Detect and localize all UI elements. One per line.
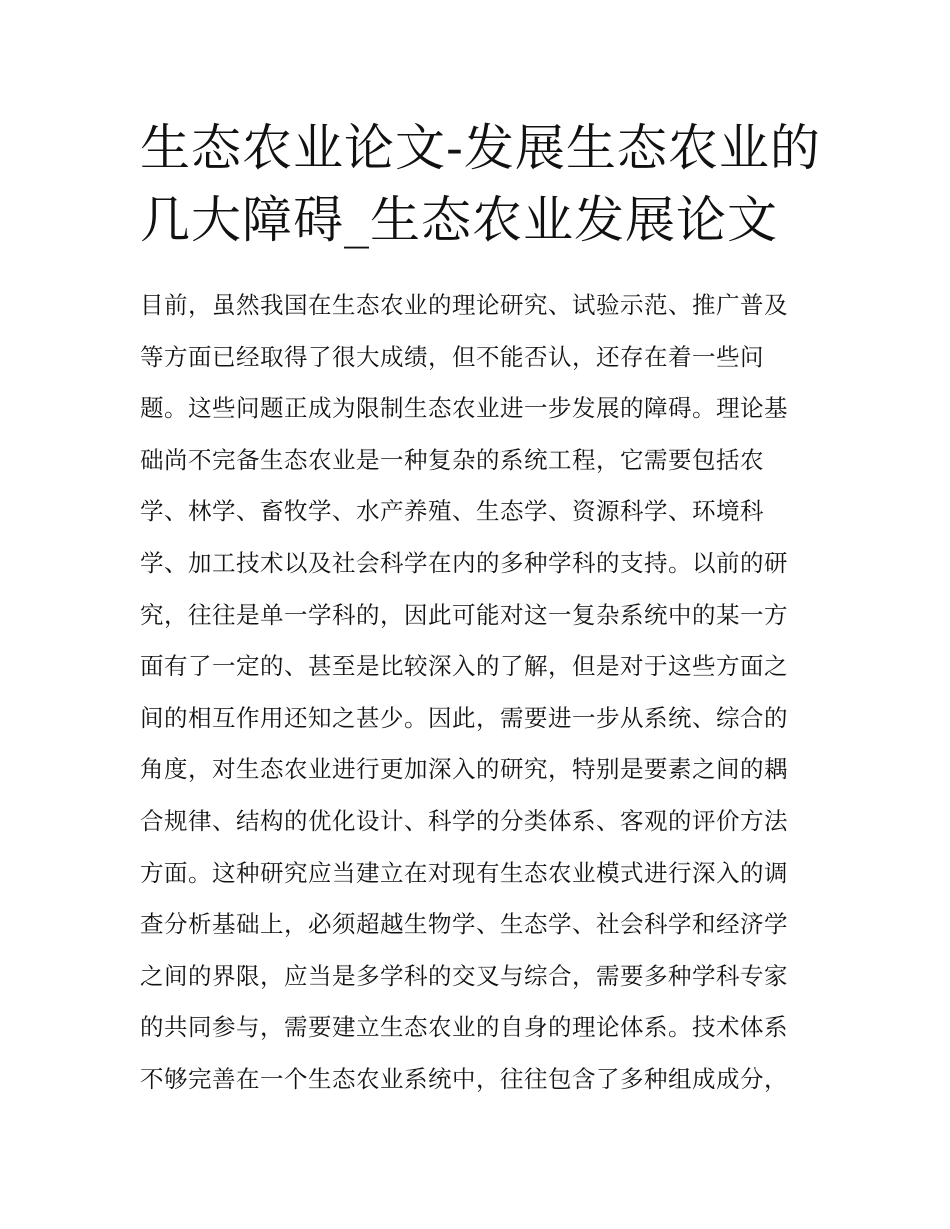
- body-line-14: 之间的界限，应当是多学科的交叉与综合，需要多种学科专家: [140, 961, 788, 990]
- document-title: [140, 112, 820, 256]
- document-body: [140, 280, 830, 1106]
- body-line-6: 学、加工技术以及社会科学在内的多种学科的支持。以前的研: [140, 548, 788, 577]
- body-line-7: 究，往往是单一学科的，因此可能对这一复杂系统中的某一方: [140, 600, 788, 629]
- body-line-4: 础尚不完备生态农业是一种复杂的系统工程，它需要包括农: [140, 445, 764, 474]
- body-line-11: 合规律、结构的优化设计、科学的分类体系、客观的评价方法: [140, 806, 788, 835]
- body-line-9: 间的相互作用还知之甚少。因此，需要进一步从系统、综合的: [140, 703, 788, 732]
- body-line-2: 等方面已经取得了很大成绩，但不能否认，还存在着一些问: [140, 342, 764, 371]
- body-line-12: 方面。这种研究应当建立在对现有生态农业模式进行深入的调: [140, 858, 788, 887]
- title-line-1: 生态农业论文-发展生态农业的: [140, 119, 821, 177]
- body-line-8: 面有了一定的、甚至是比较深入的了解，但是对于这些方面之: [140, 652, 788, 681]
- body-line-15: 的共同参与，需要建立生态农业的自身的理论体系。技术体系: [140, 1013, 788, 1042]
- body-line-3: 题。这些问题正成为限制生态农业进一步发展的障碍。理论基: [140, 394, 788, 423]
- body-line-13: 查分析基础上，必须超越生物学、生态学、社会科学和经济学: [140, 910, 788, 939]
- body-line-16: 不够完善在一个生态农业系统中，往往包含了多种组成成分，: [140, 1064, 788, 1093]
- body-line-10: 角度，对生态农业进行更加深入的研究，特别是要素之间的耦: [140, 755, 788, 784]
- body-line-1: 目前，虽然我国在生态农业的理论研究、试验示范、推广普及: [140, 291, 788, 319]
- body-line-5: 学、林学、畜牧学、水产养殖、生态学、资源科学、环境科: [140, 497, 764, 526]
- title-line-2: 几大障碍_生态农业发展论文: [140, 191, 778, 249]
